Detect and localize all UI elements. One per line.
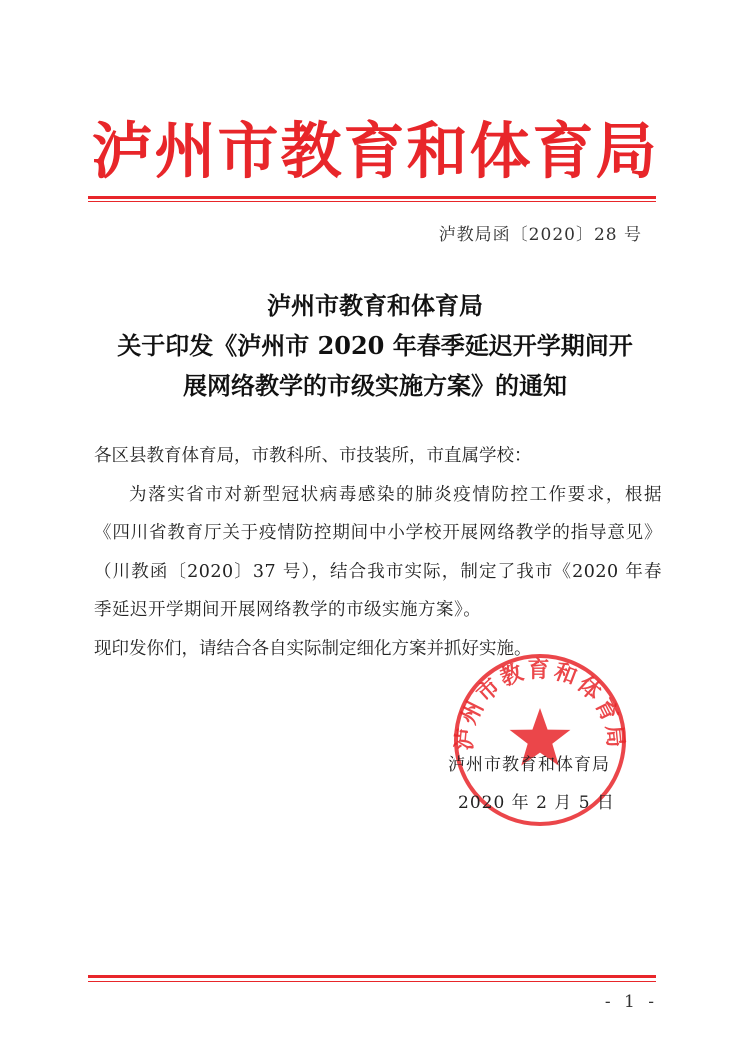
svg-text:泸州市教育和体育局: 泸州市教育和体育局: [451, 657, 629, 752]
title-line-1: 泸州市教育和体育局: [267, 291, 483, 320]
document-number: 泸教局函〔2020〕28 号: [438, 225, 642, 245]
masthead-rule-thin: [88, 201, 656, 202]
footer-rule: [88, 975, 656, 978]
body-paragraph-2: 现印发你们，请结合各自实际制定细化方案并抓好实施。: [94, 638, 532, 659]
document-masthead: 泸州市教育和体育局: [91, 116, 659, 187]
salutation: 各区县教育体育局，市教科所、市技装所，市直属学校：: [94, 446, 532, 466]
body-paragraph-1: 为落实省市对新型冠状病毒感染的肺炎疫情防控工作要求，根据《四川省教育厅关于疫情防控期间中小学校开展网络教学的指导意见》（川教函〔2020〕37 号），结合我市实际，制定了我市《2020 年春季延迟开学期间开展网络教学的市级实施方案》。: [94, 484, 662, 620]
signature-date: 2020 年 2 月 5 日: [458, 793, 615, 813]
signature-organization: 泸州市教育和体育局: [448, 755, 610, 775]
document-title: [60, 286, 690, 406]
masthead-rule: [88, 196, 656, 199]
page-number: - 1 -: [604, 992, 658, 1012]
title-line-3: 展网络教学的市级实施方案》的通知: [183, 371, 567, 400]
footer-rule-thin: [88, 981, 656, 982]
title-line-2: 关于印发《泸州市 2020 年春季延迟开学期间开: [117, 331, 633, 360]
document-body: [94, 437, 662, 668]
